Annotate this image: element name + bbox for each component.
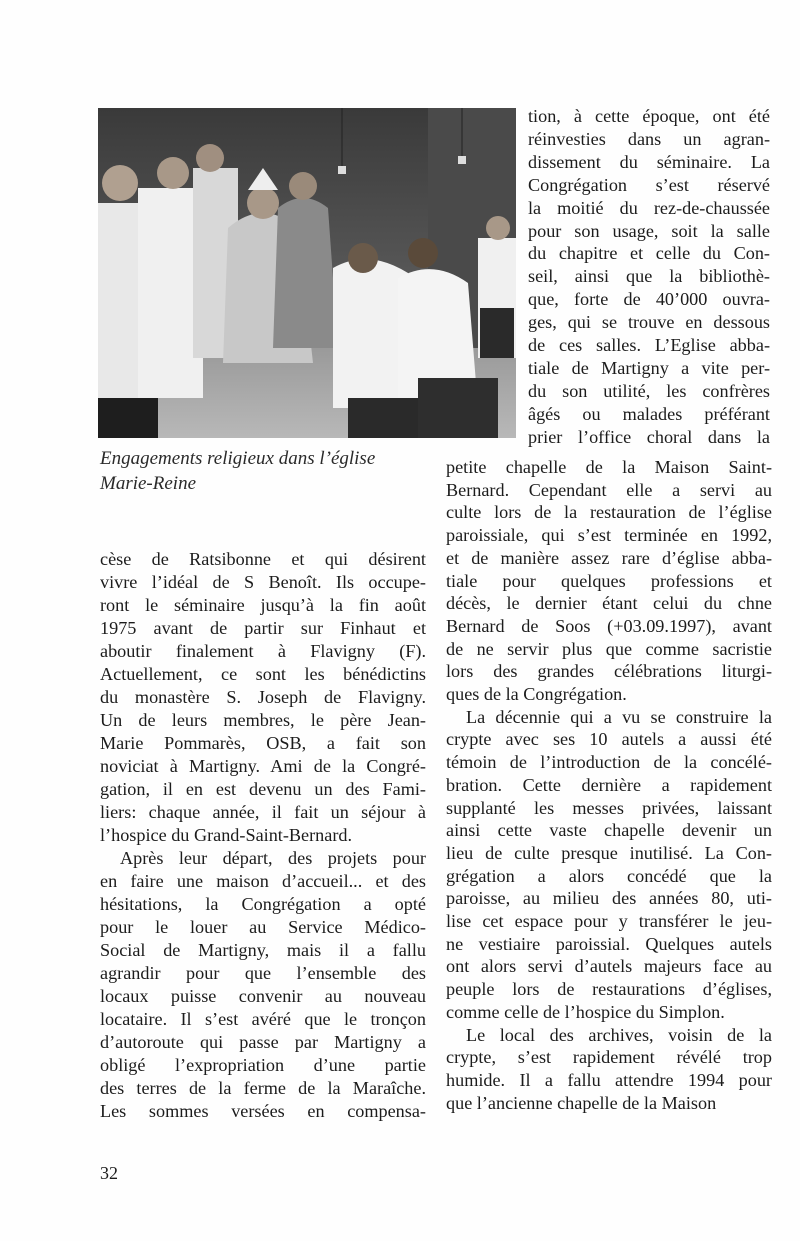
text-line: tion, à cette époque, ont été <box>528 106 770 126</box>
text-line: locataire. Il s’est avéré que le tronçon <box>100 1009 426 1029</box>
text-line: que, forte de 40’000 ouvra- <box>528 289 770 310</box>
text-line: seil, ainsi que la bibliothè- <box>528 266 770 287</box>
text-line: ont alors servi d’autels majeurs face au <box>446 956 772 977</box>
text-line: du chapitre et celle du Con- <box>528 243 770 264</box>
text-line: et de manière assez rare d’église abba- <box>446 547 772 568</box>
text-line: hésitations, la Congrégation a opté <box>100 894 426 914</box>
text-line: comme celle de l’hospice du Simplon. <box>446 1001 725 1022</box>
text-line: peuple lors de restaurations d’églises, <box>446 979 772 1000</box>
text-line: obligé l’expropriation d’une partie <box>100 1055 426 1075</box>
text-line: la moitié du rez-de-chaussée <box>528 197 770 218</box>
text-line: lise cet espace pour y transférer le jeu- <box>446 911 772 931</box>
text-line: témoin de l’introduction de la concélé- <box>446 752 772 773</box>
text-line: gation, il en est devenu un des Fami- <box>100 779 426 799</box>
text-line: paroissiale, qui s’est terminée en 1992, <box>446 525 772 546</box>
text-line: dissement du séminaire. La <box>528 151 770 172</box>
text-line: ques de la Congrégation. <box>446 684 627 704</box>
text-line: du son utilité, les confrères <box>528 380 770 401</box>
text-line: 1975 avant de partir sur Finhaut et <box>100 618 426 638</box>
text-line: pour son usage, soit la salle <box>528 220 770 241</box>
photo-religious-ceremony <box>98 108 516 438</box>
text-line: prier l’office choral dans la <box>528 426 770 447</box>
text-line: Social de Martigny, mais il a fallu <box>100 940 426 960</box>
text-line: supplanté les messes privées, laissant <box>446 797 772 818</box>
text-line: Bernard de Soos (+03.09.1997), avant <box>446 615 772 636</box>
text-line: de ces salles. L’Eglise abba- <box>528 335 770 355</box>
text-line: lors des grandes célébrations liturgi- <box>446 661 772 682</box>
text-line: cèse de Ratsibonne et qui désirent <box>100 549 426 569</box>
text-line: ne vestiaire paroissial. Quelques autels <box>446 933 772 954</box>
text-line: en faire une maison d’accueil... et des <box>100 871 426 891</box>
text-line: âgés ou malades préférant <box>528 403 770 424</box>
text-line: petite chapelle de la Maison Saint- <box>446 457 772 477</box>
text-line: Après leur départ, des projets pour <box>120 848 426 868</box>
text-line: vivre l’idéal de S Benoît. Ils occupe- <box>100 572 426 592</box>
text-line: ges, qui se trouve en dessous <box>528 312 770 333</box>
text-line: Actuellement, ce sont les bénédictins <box>100 664 426 684</box>
text-line: Le local des archives, voisin de la <box>466 1024 772 1045</box>
text-line: de ne servir plus que comme sacristie <box>446 638 772 659</box>
text-line: culte lors de la restauration de l’église <box>446 502 772 523</box>
text-line: que l’ancienne chapelle de la Maison <box>446 1092 717 1113</box>
text-line: tiale de Martigny a vite per- <box>528 357 770 378</box>
text-line: décès, le dernier étant celui du chne <box>446 593 772 614</box>
text-line: locaux puisse convenir au nouveau <box>100 986 426 1006</box>
text-line: réinvesties dans un agran- <box>528 128 770 149</box>
text-line: lieu de culte presque inutilisé. La Con- <box>446 842 772 863</box>
text-line: Bernard. Cependant elle a servi au <box>446 479 772 500</box>
text-line: tiale pour quelques professions et <box>446 570 772 591</box>
text-line: Un de leurs membres, le père Jean- <box>100 710 426 730</box>
text-line: d’autoroute qui passe par Martigny a <box>100 1032 426 1052</box>
text-line: du monastère S. Joseph de Flavigny. <box>100 687 426 707</box>
text-line: aboutir finalement à Flavigny (F). <box>100 641 426 661</box>
text-line: ainsi cette vaste chapelle devenir un <box>446 820 772 841</box>
text-line: ront le séminaire jusqu’à la fin août <box>100 595 426 615</box>
text-line: des terres de la ferme de la Maraîche. <box>100 1078 426 1098</box>
text-line: La décennie qui a vu se construire la <box>466 706 772 727</box>
text-line: humide. Il a fallu attendre 1994 pour <box>446 1069 772 1090</box>
text-line: l’hospice du Grand-Saint-Bernard. <box>100 825 353 845</box>
text-line: crypte, s’est rapidement révélé trop <box>446 1047 772 1068</box>
text-line: noviciat à Martigny. Ami de la Congré- <box>100 756 426 776</box>
text-line: Les sommes versées en compensa- <box>100 1101 426 1121</box>
text-line: liers: chaque année, il fait un séjour à <box>100 802 426 822</box>
photo-caption: Engagements religieux dans l’église Marie-Reine <box>100 448 376 494</box>
text-line: Marie Pommarès, OSB, a fait son <box>100 733 426 753</box>
text-line: pour le louer au Service Médico- <box>100 917 426 937</box>
text-line: paroisse, au milieu des années 80, uti- <box>446 888 772 909</box>
page-number: 32 <box>100 1163 118 1183</box>
text-line: agrandir pour que l’ensemble des <box>100 963 426 983</box>
text-line: bration. Cette dernière a rapidement <box>446 774 772 795</box>
text-line: crypte avec ses 10 autels a aussi été <box>446 729 772 750</box>
text-line: Congrégation s’est réservé <box>528 174 770 195</box>
text-line: grégation a alors concédé que la <box>446 865 772 886</box>
